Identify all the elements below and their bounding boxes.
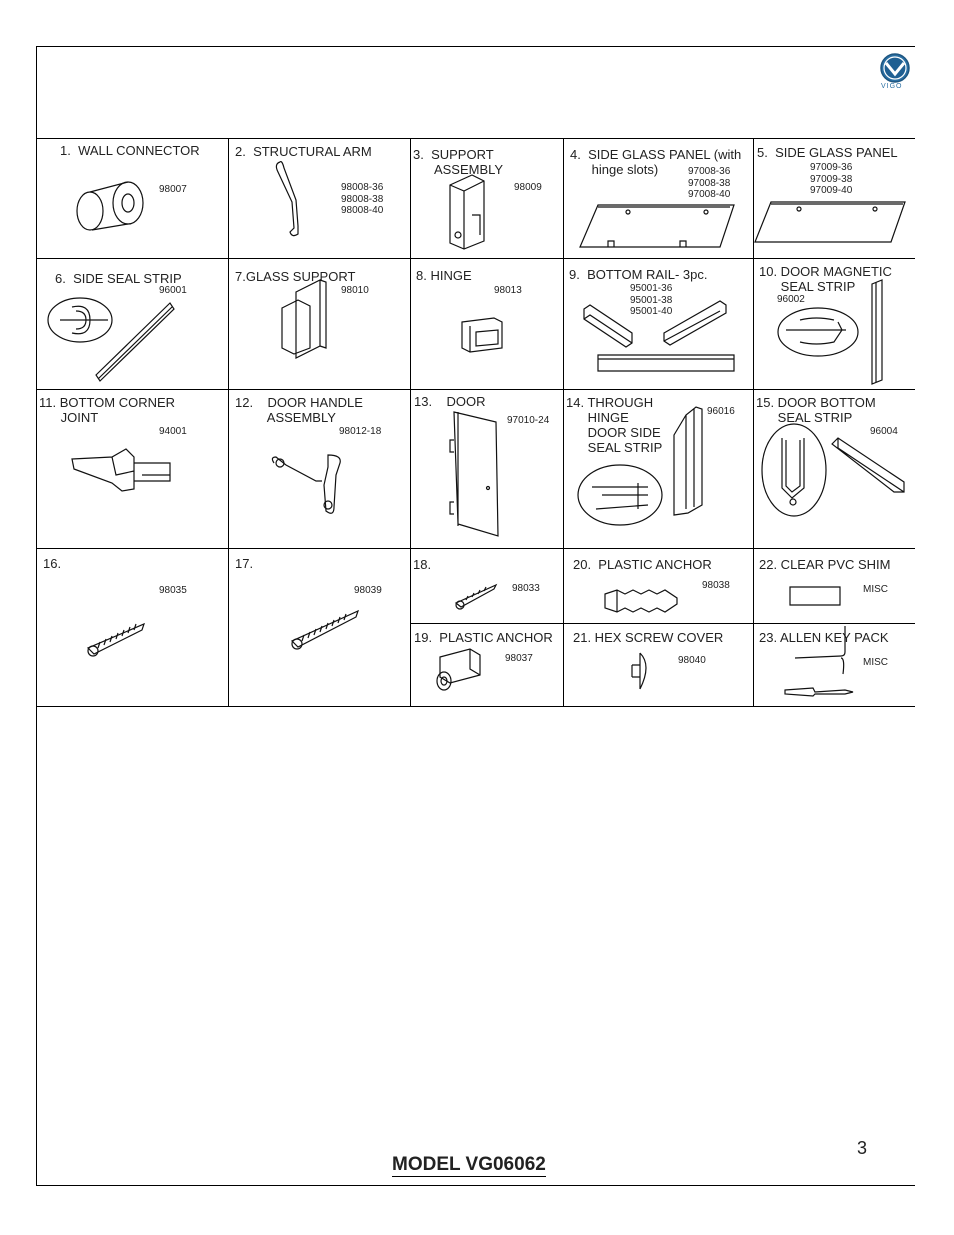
part-label: 23. ALLEN KEY PACK — [759, 630, 889, 645]
part-label: 9. BOTTOM RAIL- 3pc. — [569, 267, 708, 282]
side-glass-panel-slots-icon — [580, 205, 590, 215]
part-number: 94001 — [159, 426, 187, 437]
pvc-shim-icon — [790, 587, 800, 597]
plastic-anchor-icon — [434, 651, 444, 661]
part-label: 3. SUPPORT ASSEMBLY — [413, 147, 504, 177]
part-cell — [410, 548, 563, 623]
page-number: 3 — [857, 1138, 868, 1158]
part-number: 98010 — [341, 285, 369, 296]
part-label: 22. CLEAR PVC SHIM — [759, 557, 891, 572]
part-number: MISC — [863, 584, 888, 595]
part-number: 98009 — [514, 182, 542, 193]
part-label: 12. DOOR HANDLE ASSEMBLY — [235, 395, 363, 425]
door-bottom-seal-icon — [762, 428, 772, 438]
door-handle-icon — [270, 455, 280, 465]
part-number: 96001 — [159, 285, 187, 296]
grid-line — [36, 138, 915, 139]
ribbed-anchor-icon — [605, 588, 615, 598]
part-label: 15. DOOR BOTTOM SEAL STRIP — [756, 395, 876, 425]
part-label: 21. HEX SCREW COVER — [573, 630, 724, 645]
side-glass-panel-icon — [755, 202, 765, 212]
side-seal-strip-icon — [46, 295, 56, 305]
part-number: 98037 — [505, 653, 533, 664]
door-magnetic-seal-icon — [776, 280, 786, 290]
part-number: 95001-36 95001-38 95001-40 — [630, 283, 673, 317]
hex-screw-cover-icon — [632, 653, 642, 663]
part-label: 7.GLASS SUPPORT — [235, 269, 356, 284]
wall-connector-icon — [70, 168, 80, 178]
grid-line — [36, 258, 915, 259]
part-number: 98039 — [354, 585, 382, 596]
allen-key-icon — [785, 650, 795, 660]
part-cell — [410, 389, 563, 548]
bottom-corner-joint-icon — [72, 443, 82, 453]
part-number: 96004 — [870, 426, 898, 437]
hinge-icon — [462, 318, 472, 328]
part-number: 97010-24 — [507, 415, 550, 426]
part-label: 19. PLASTIC ANCHOR — [414, 630, 553, 645]
part-number: 96016 — [707, 406, 735, 417]
grid-line — [36, 389, 915, 390]
screw-icon — [88, 624, 98, 634]
part-label: 17. — [235, 556, 254, 571]
model-title: MODEL VG06062 — [392, 1154, 546, 1175]
grid-line — [36, 706, 915, 707]
long-screw-icon — [292, 613, 302, 623]
part-label: 4. SIDE GLASS PANEL (with hinge slots) — [570, 147, 742, 177]
hinge-seal-strip-icon — [578, 405, 588, 415]
part-number: 98033 — [512, 583, 540, 594]
part-number: 98038 — [702, 580, 730, 591]
part-label: 20. PLASTIC ANCHOR — [573, 557, 712, 572]
structural-arm-icon — [270, 160, 280, 170]
part-cell — [228, 548, 410, 706]
part-label: 10. DOOR MAGNETIC SEAL STRIP — [759, 264, 892, 294]
bottom-rail-icon — [584, 297, 594, 307]
part-number: 98013 — [494, 285, 522, 296]
part-label: 6. SIDE SEAL STRIP — [55, 271, 182, 286]
part-label: 18. — [413, 557, 432, 572]
part-number: 97009-36 97009-38 97009-40 — [810, 162, 853, 196]
door-icon — [450, 412, 460, 422]
part-label: 16. — [43, 556, 62, 571]
part-cell — [36, 548, 228, 706]
glass-support-icon — [282, 292, 292, 302]
part-number: 97008-36 97008-38 97008-40 — [688, 166, 731, 200]
grid-line — [410, 623, 915, 624]
part-label: 1. WALL CONNECTOR — [60, 143, 200, 158]
part-label: 8. HINGE — [416, 268, 472, 283]
part-number: 98040 — [678, 655, 706, 666]
part-number: 98008-36 98008-38 98008-40 — [341, 182, 384, 216]
small-screw-icon — [456, 585, 466, 595]
part-number: 98035 — [159, 585, 187, 596]
part-label: 11. BOTTOM CORNER JOINT — [39, 395, 176, 425]
part-number: 96002 — [777, 294, 805, 305]
part-number: 98007 — [159, 184, 187, 195]
part-number: MISC — [863, 657, 888, 668]
support-assembly-icon — [450, 185, 460, 195]
grid-line — [36, 548, 915, 549]
part-label: 14. THROUGH HINGE DOOR SIDE SEAL STRIP — [566, 395, 663, 455]
part-label: 2. STRUCTURAL ARM — [235, 144, 372, 159]
part-number: 98012-18 — [339, 426, 382, 437]
part-label: 5. SIDE GLASS PANEL — [757, 145, 898, 160]
logo-text: VIGO — [881, 83, 903, 90]
part-label: 13. DOOR — [414, 394, 486, 409]
